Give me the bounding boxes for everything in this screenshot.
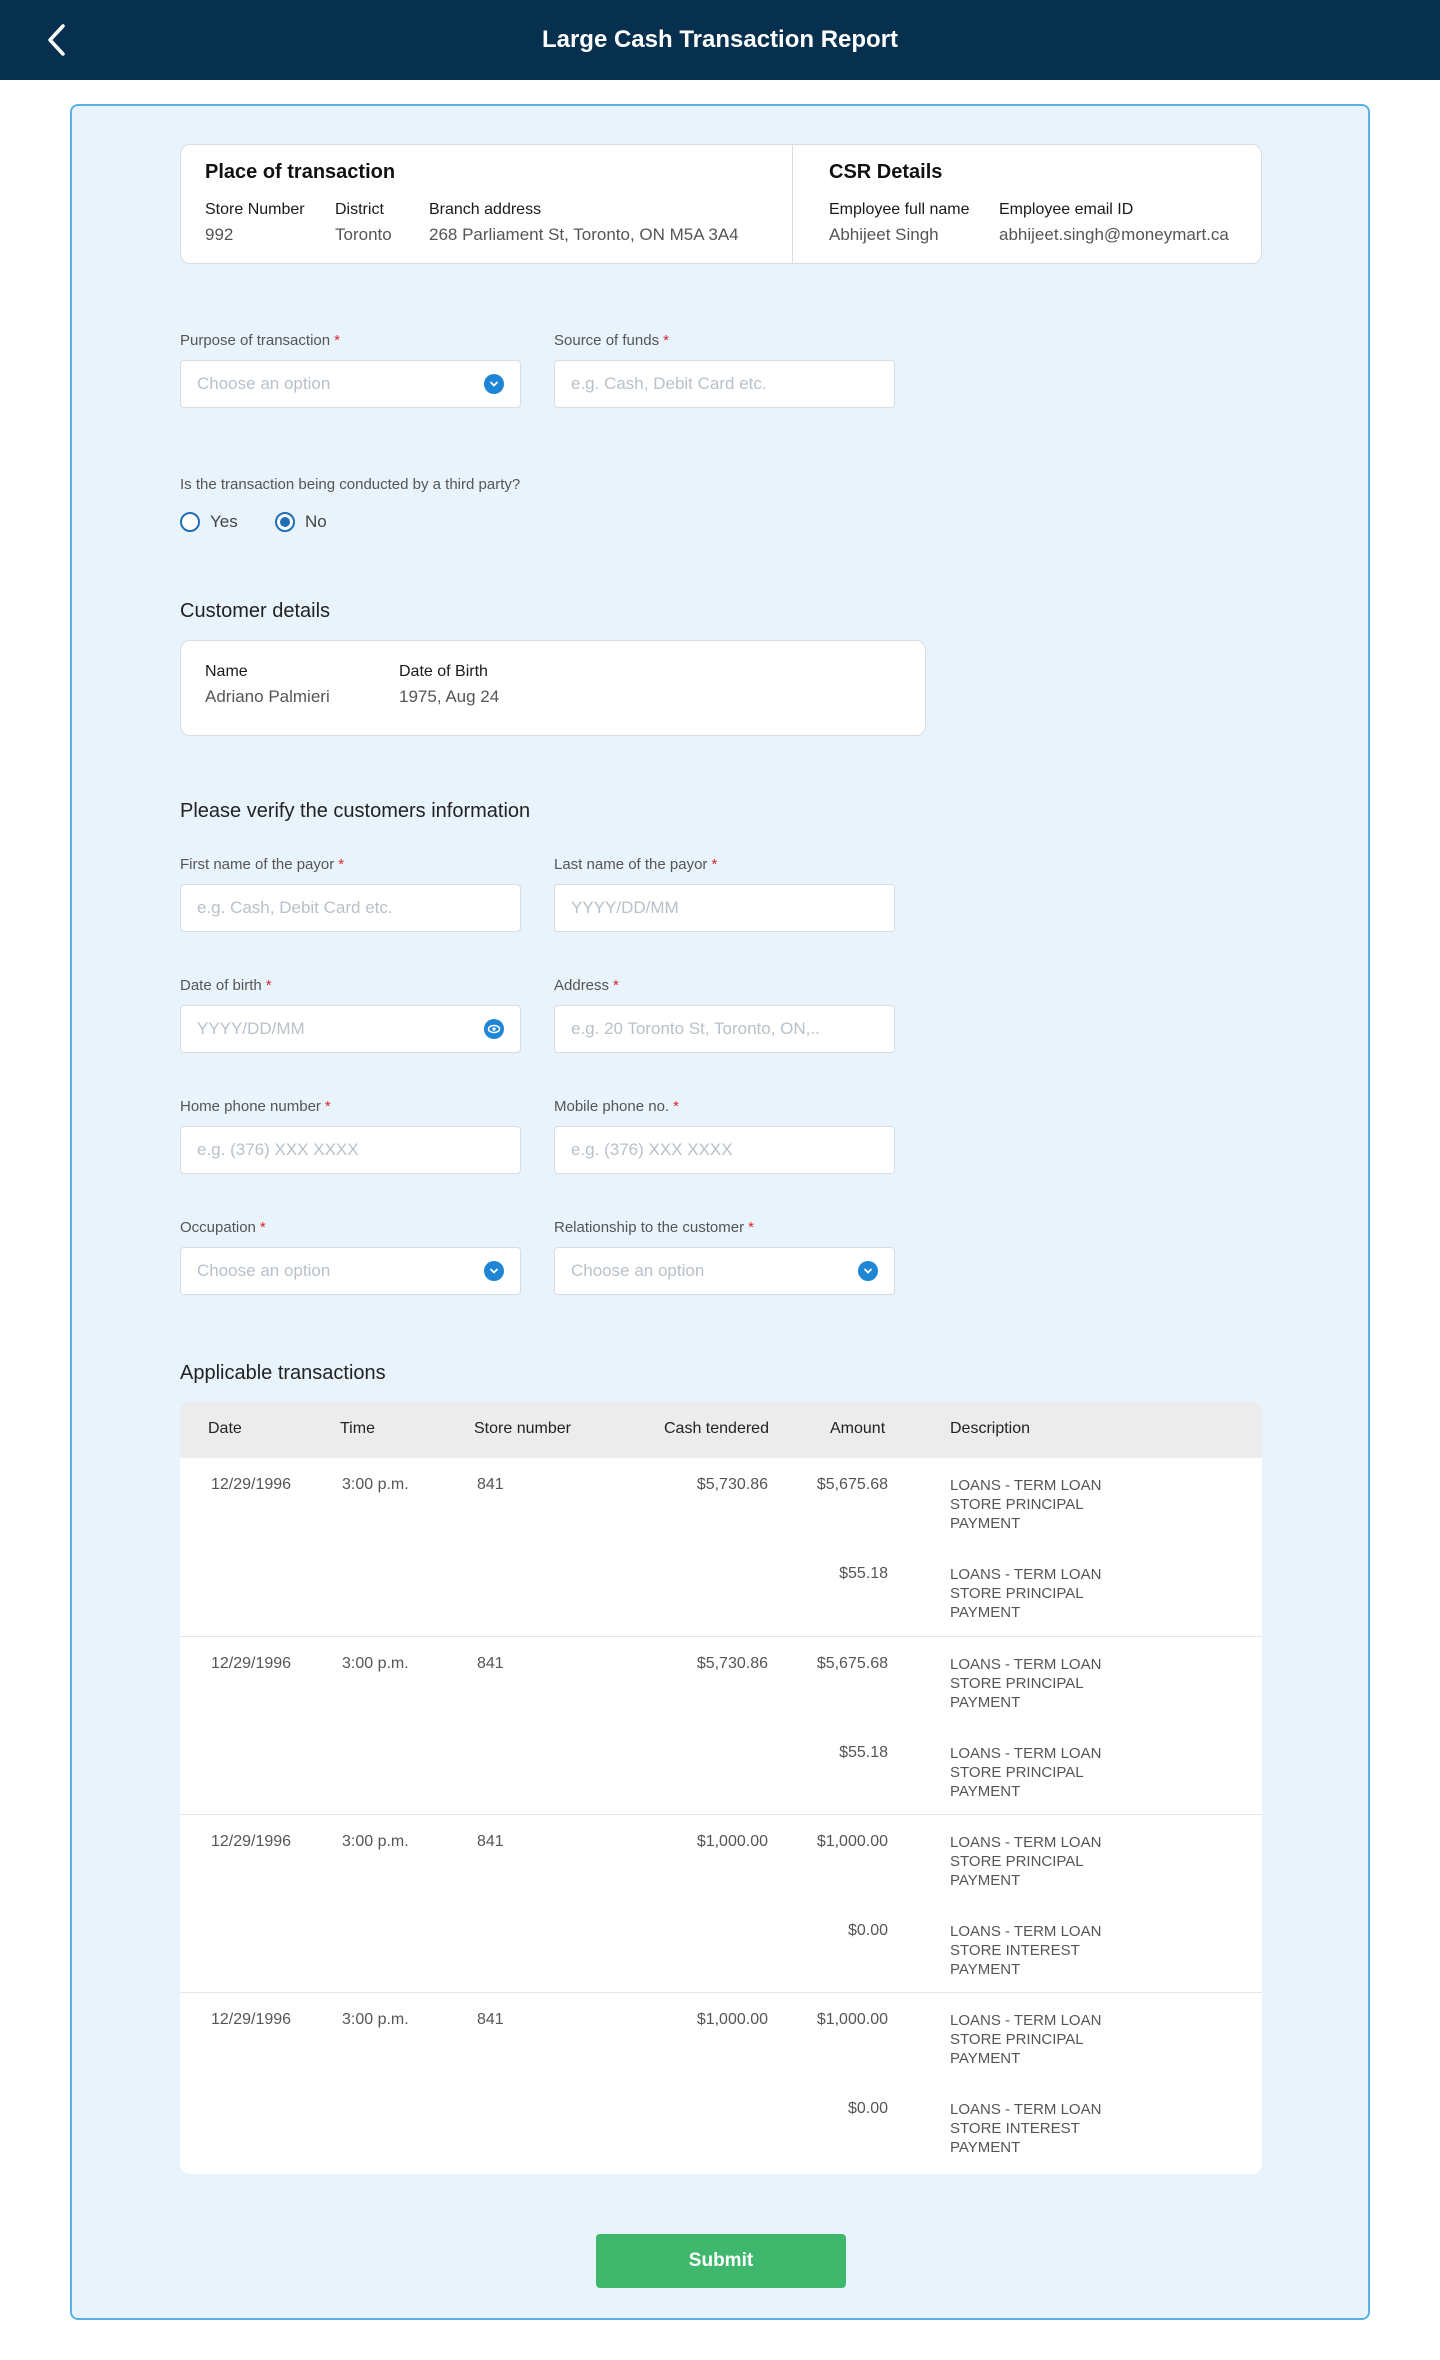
occupation-label: Occupation * [180,1219,266,1236]
row-amount: $1,000.00 [816,1833,888,1850]
eye-icon[interactable] [484,1019,504,1039]
report-panel [70,104,1370,2320]
row-amount: $0.00 [847,1922,888,1939]
third-party-question: Is the transaction being conducted by a third party? [180,476,521,493]
row-cash: $5,730.86 [696,1476,768,1493]
row-time: 3:00 p.m. [342,1833,409,1850]
row-date: 12/29/1996 [211,2011,292,2028]
chevron-down-icon [858,1261,878,1281]
table-row [180,1814,1262,1992]
row-cash: $1,000.00 [696,2011,768,2028]
page-title: Large Cash Transaction Report [541,26,899,53]
row-date: 12/29/1996 [211,1833,292,1850]
radio-no-circle [275,512,295,532]
customer-dob-label: Date of Birth [399,663,488,680]
row-cash: $1,000.00 [696,1833,768,1850]
chevron-down-icon [484,374,504,394]
employee-email-value: abhijeet.singh@moneymart.ca [999,225,1229,244]
employee-name-label: Employee full name [829,201,970,218]
source-input[interactable] [554,360,895,408]
purpose-placeholder: Choose an option [197,374,331,393]
transactions-heading: Applicable transactions [180,1362,386,1384]
table-row [180,1458,1262,1636]
store-number-value: 992 [205,225,234,244]
store-number-label: Store Number [205,201,305,218]
radio-no-label: No [305,512,327,531]
last-name-input[interactable] [554,884,895,932]
row-description: LOANS - TERM LOAN STORE PRINCIPAL PAYMENT [950,1656,1102,1711]
branch-address-label: Branch address [429,201,542,218]
col-cash: Cash tendered [664,1420,769,1437]
row-amount: $5,675.68 [816,1476,888,1493]
col-date: Date [208,1420,242,1437]
dob-label: Date of birth * [180,977,272,994]
row-description: LOANS - TERM LOAN STORE PRINCIPAL PAYMENT [950,1566,1102,1621]
address-label: Address * [554,977,619,994]
app-header [0,0,1440,80]
row-description: LOANS - TERM LOAN STORE PRINCIPAL PAYMENT [950,1834,1102,1889]
last-name-label: Last name of the payor * [554,856,718,873]
customer-card [180,640,926,736]
row-time: 3:00 p.m. [342,1655,409,1672]
verify-heading: Please verify the customers information [180,800,531,822]
mobile-phone-placeholder: e.g. (376) XXX XXXX [571,1140,733,1159]
first-name-input[interactable] [180,884,521,932]
occupation-placeholder: Choose an option [197,1261,331,1280]
purpose-select[interactable] [180,360,521,408]
place-section [181,145,793,263]
dob-input[interactable] [180,1005,521,1053]
table-row [180,1992,1262,2170]
chevron-left-icon [45,23,67,57]
home-phone-label: Home phone number * [180,1098,331,1115]
mobile-phone-label: Mobile phone no. * [554,1098,679,1115]
address-input[interactable] [554,1005,895,1053]
source-label: Source of funds * [554,332,669,349]
row-description: LOANS - TERM LOAN STORE INTEREST PAYMENT [950,1923,1102,1978]
place-title: Place of transaction [205,161,396,183]
row-store: 841 [477,2011,504,2028]
radio-yes-label: Yes [210,512,238,531]
row-date: 12/29/1996 [211,1655,292,1672]
csr-section [793,145,1263,263]
occupation-select[interactable] [180,1247,521,1295]
chevron-down-icon [484,1261,504,1281]
radio-no[interactable] [275,512,327,532]
first-name-placeholder: e.g. Cash, Debit Card etc. [197,898,393,917]
row-description: LOANS - TERM LOAN STORE PRINCIPAL PAYMENT [950,2012,1102,2067]
row-cash: $5,730.86 [696,1655,768,1672]
source-placeholder: e.g. Cash, Debit Card etc. [571,374,767,393]
row-amount: $55.18 [839,1565,888,1582]
employee-name-value: Abhijeet Singh [829,225,939,244]
row-store: 841 [477,1833,504,1850]
customer-name-label: Name [205,663,248,680]
row-amount: $1,000.00 [816,2011,888,2028]
district-value: Toronto [335,225,392,244]
home-phone-placeholder: e.g. (376) XXX XXXX [197,1140,359,1159]
radio-yes-circle [180,512,200,532]
first-name-label: First name of the payor * [180,856,345,873]
customer-name-value: Adriano Palmieri [205,687,330,706]
row-date: 12/29/1996 [211,1476,292,1493]
purpose-label: Purpose of transaction * [180,332,340,349]
row-time: 3:00 p.m. [342,1476,409,1493]
back-button[interactable] [36,20,76,60]
col-store: Store number [474,1420,571,1437]
customer-details-heading: Customer details [180,600,331,622]
row-amount: $5,675.68 [816,1655,888,1672]
transactions-table [180,1402,1262,2174]
relationship-label: Relationship to the customer * [554,1219,754,1236]
row-store: 841 [477,1476,504,1493]
row-time: 3:00 p.m. [342,2011,409,2028]
place-csr-card [180,144,1262,264]
col-description: Description [950,1420,1031,1437]
col-time: Time [340,1420,375,1437]
last-name-placeholder: YYYY/DD/MM [571,898,679,917]
col-amount: Amount [830,1420,886,1437]
district-label: District [335,201,384,218]
address-placeholder: e.g. 20 Toronto St, Toronto, ON,.. [571,1019,820,1038]
relationship-select[interactable] [554,1247,895,1295]
branch-address-value: 268 Parliament St, Toronto, ON M5A 3A4 [429,225,739,244]
relationship-placeholder: Choose an option [571,1261,705,1280]
radio-yes[interactable] [180,512,238,532]
customer-dob-value: 1975, Aug 24 [399,687,500,706]
home-phone-input[interactable] [180,1126,521,1174]
row-amount: $0.00 [847,2100,888,2117]
row-description: LOANS - TERM LOAN STORE INTEREST PAYMENT [950,2101,1102,2156]
row-amount: $55.18 [839,1744,888,1761]
csr-title: CSR Details [829,161,943,183]
table-row [180,1636,1262,1814]
submit-button[interactable]: Submit [596,2234,846,2288]
mobile-phone-input[interactable] [554,1126,895,1174]
dob-placeholder: YYYY/DD/MM [197,1019,305,1038]
table-header [180,1402,1262,1458]
row-description: LOANS - TERM LOAN STORE PRINCIPAL PAYMENT [950,1477,1102,1532]
employee-email-label: Employee email ID [999,201,1134,218]
row-store: 841 [477,1655,504,1672]
row-description: LOANS - TERM LOAN STORE PRINCIPAL PAYMENT [950,1745,1102,1800]
